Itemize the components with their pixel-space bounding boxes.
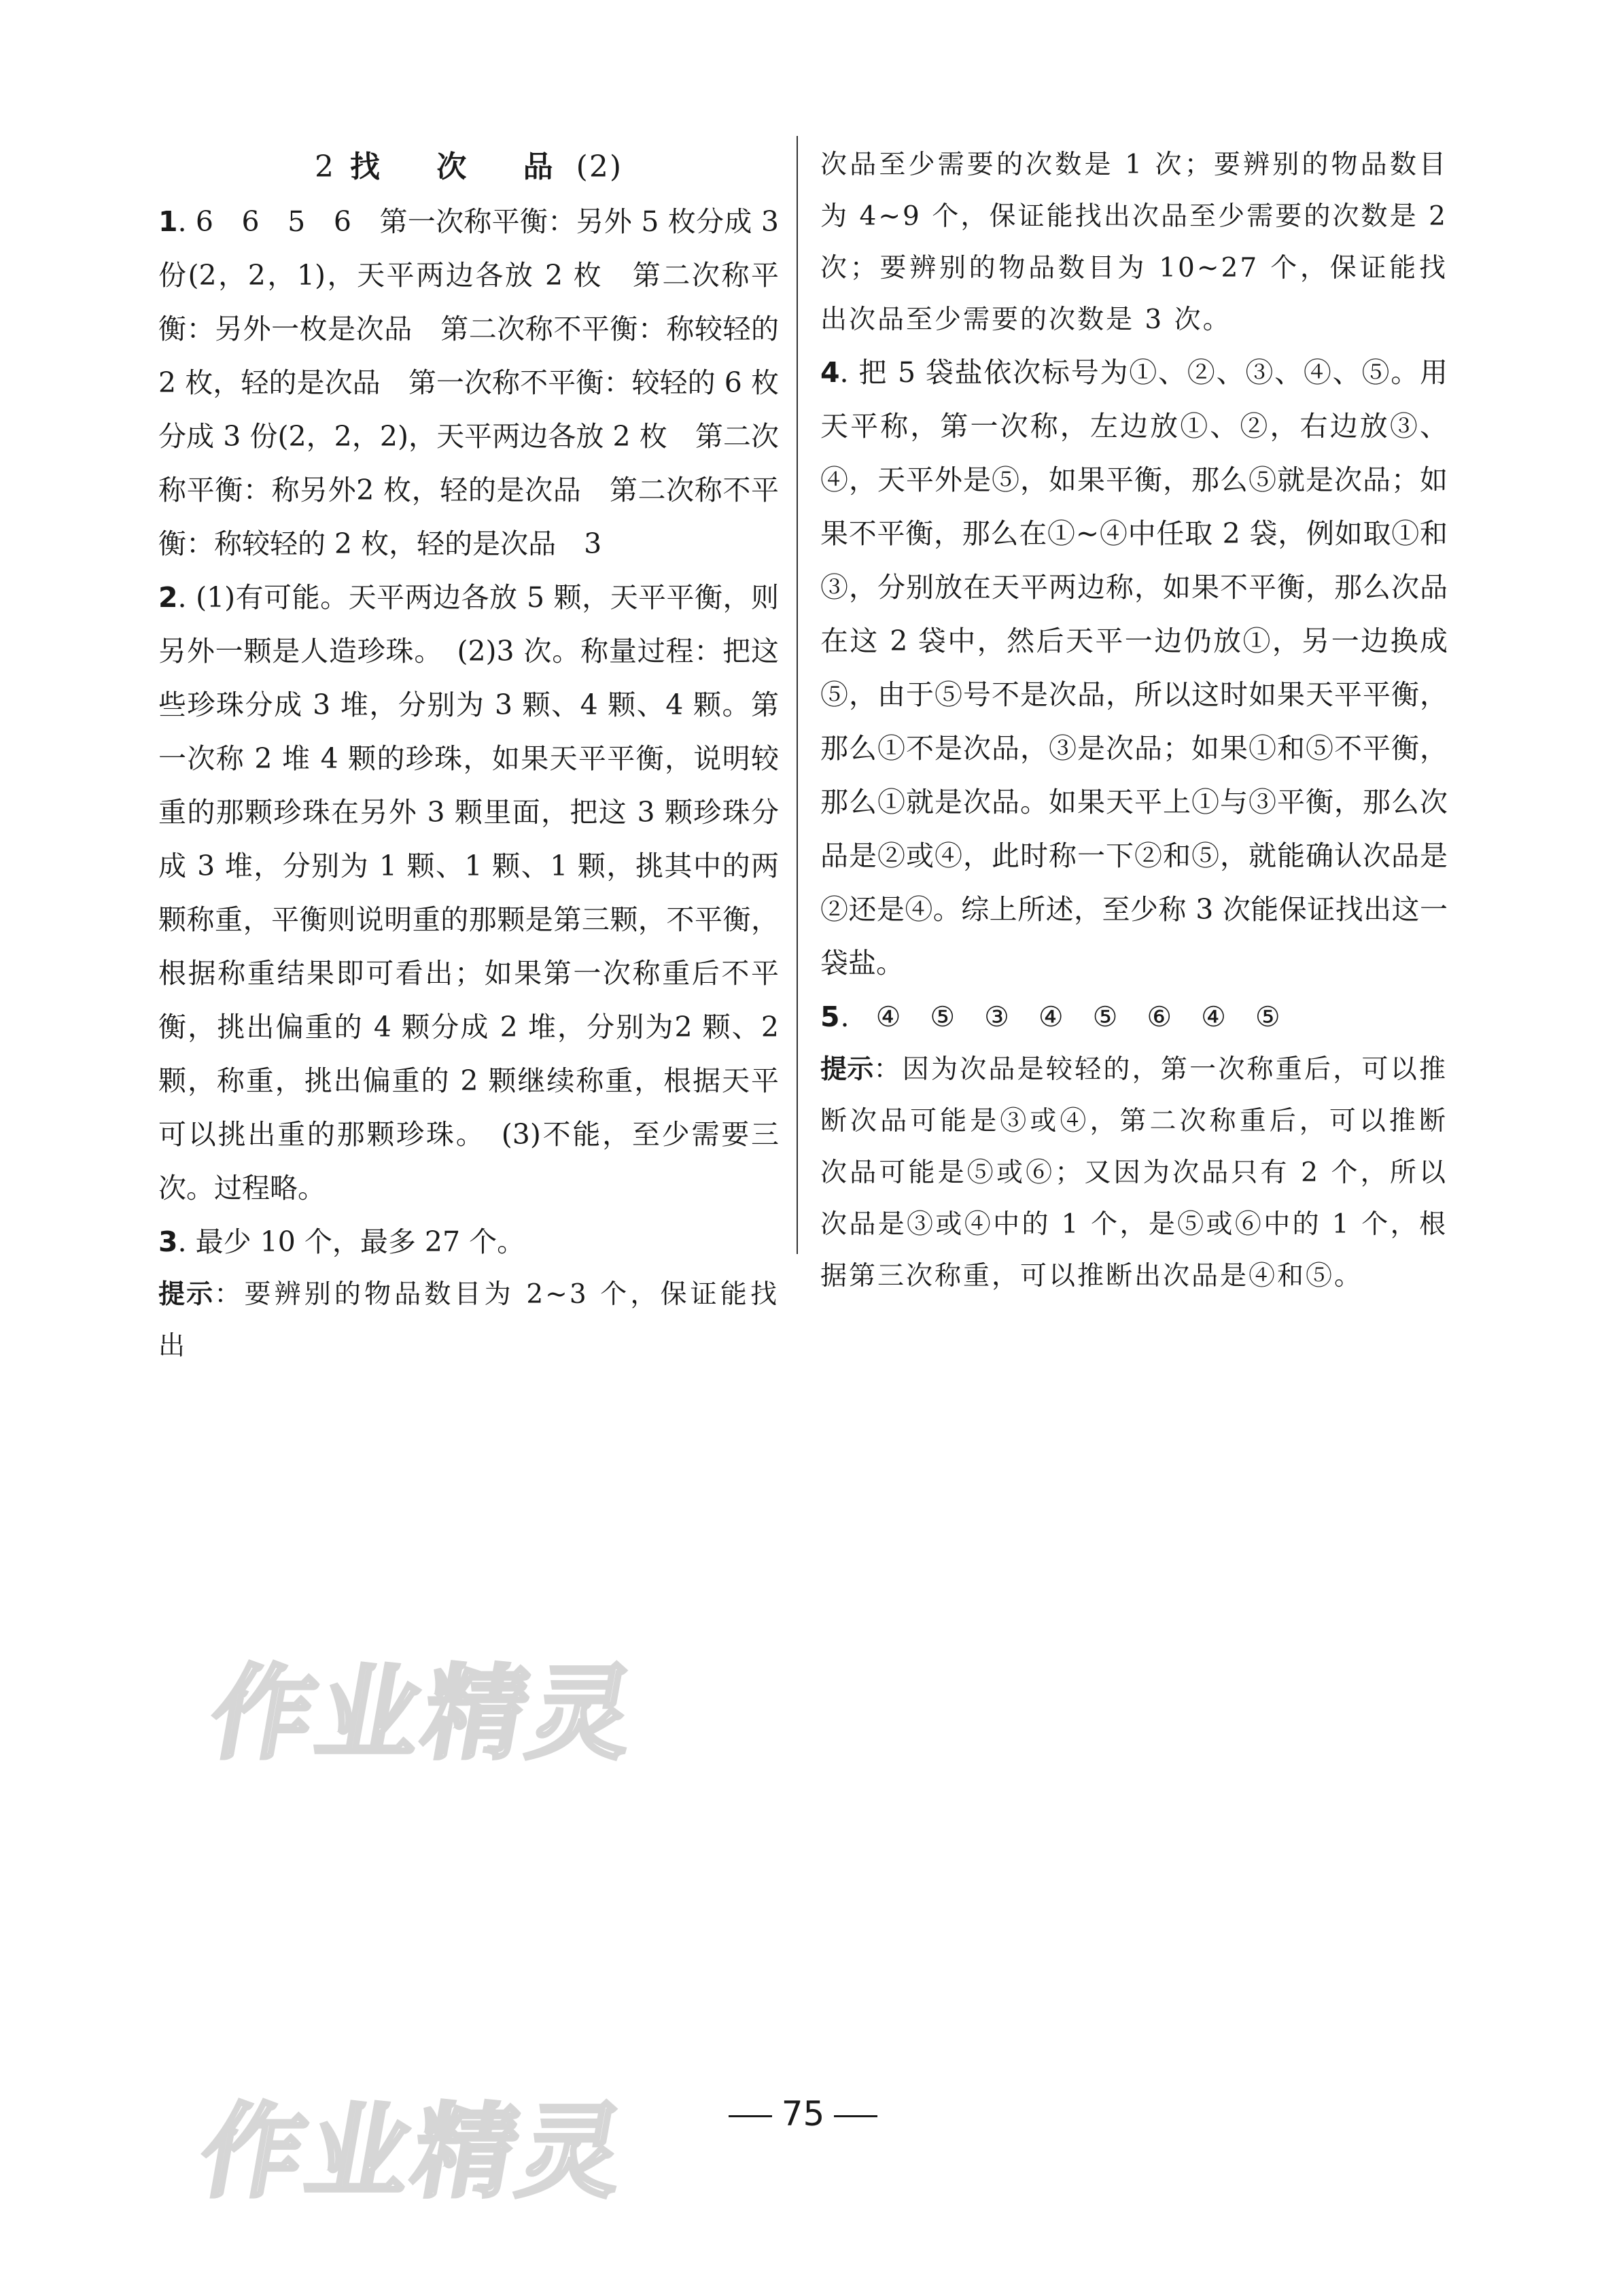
answer-3: [158, 1215, 779, 1269]
right-column: [820, 139, 1448, 1302]
answer-4: [820, 346, 1448, 990]
answer-1: [158, 195, 779, 571]
hint-3-continued: 次品至少需要的次数是 1 次；要辨别的物品数目为 4~9 个，保证能找出次品至少需要的次数是 2 次；要辨别的物品数目为 10~27 个，保证能找出次品至少需要的次数是 3 次。: [820, 150, 1448, 335]
section-title: [158, 139, 779, 195]
answer-3-number: 3: [158, 1225, 178, 1258]
answer-1-text: . 6 6 5 6 第一次称平衡：另外 5 枚分成 3 份(2，2，1)，天平两边各放 2 枚 第二次称平衡：另外一枚是次品 第二次称不平衡：称较轻的 2 枚，轻的是次品 第一次称不平衡：较轻的 6 枚分成 3 份(2，2，2)，天平两边各放 2 枚 第二次称平衡：称另外2 枚，轻的是次品 第二次称不平衡：称较轻的 2 枚，轻的是次品 3: [158, 205, 779, 560]
answer-1-number: 1: [158, 205, 178, 238]
section-title-text: 找 次 品: [350, 150, 576, 184]
page-footer: [0, 2090, 1606, 2138]
hint-3: [158, 1269, 779, 1372]
answer-5: [820, 990, 1448, 1044]
answer-4-text: . 把 5 袋盐依次标号为①、②、③、④、⑤。用天平称，第一次称，左边放①、②，右边放③、④，天平外是⑤，如果平衡，那么⑤就是次品；如果不平衡，那么在①~④中任取 2 袋，例如取①和③，分别放在天平两边称，如果不平衡，那么次品在这 2 袋中，然后天平一边仍放①，另一边换成⑤，由于⑤号不是次品，所以这时如果天平平衡，那么①不是次品，③是次品；如果①和⑤不平衡，那么①就是次品。如果天平上①与③平衡，那么次品是②或④，此时称一下②和⑤，就能确认次品是②还是④。综上所述，至少称 3 次能保证找出这一袋盐。: [820, 356, 1448, 979]
page-number: 75: [781, 2094, 825, 2134]
section-number: 2: [315, 150, 336, 184]
answer-4-number: 4: [820, 356, 840, 389]
watermark-upper: 作业精灵: [202, 1655, 647, 1773]
footer-dash-right: [834, 2115, 877, 2117]
watermark-lower: 作业精灵: [192, 2093, 637, 2212]
hint-5-text: ：因为次品是较轻的，第一次称重后，可以推断次品可能是③或④，第二次称重后，可以推断次品可能是⑤或⑥；又因为次品只有 2 个，所以次品是③或④中的 1 个，是⑤或⑥中的 1 个，根据第三次称重，可以推断出次品是④和⑤。: [820, 1054, 1448, 1291]
section-suffix: (2): [576, 150, 623, 184]
answer-5-text: . ④ ⑤ ③ ④ ⑤ ⑥ ④ ⑤: [840, 1001, 1281, 1033]
footer-dash-left: [729, 2115, 772, 2117]
answer-2: [158, 571, 779, 1215]
hint-3-label: 提示: [158, 1279, 215, 1310]
column-divider: [797, 136, 798, 1254]
hint-5: [820, 1044, 1448, 1302]
hint-3-text: ：要辨别的物品数目为 2~3 个，保证能找出: [158, 1279, 779, 1361]
answer-3-text: . 最少 10 个，最多 27 个。: [177, 1225, 525, 1258]
answer-5-number: 5: [820, 1001, 841, 1033]
answer-2-number: 2: [158, 581, 178, 614]
left-column: [158, 139, 779, 1372]
answer-2-text: . (1)有可能。天平两边各放 5 颗，天平平衡，则另外一颗是人造珍珠。 (2)3 次。称量过程：把这些珍珠分成 3 堆，分别为 3 颗、4 颗、4 颗。第一次称 2 堆 4 颗的珍珠，如果天平平衡，说明较重的那颗珍珠在另外 3 颗里面，把这 3 颗珍珠分成 3 堆，分别为 1 颗、1 颗、1 颗，挑其中的两颗称重，平衡则说明重的那颗是第三颗，不平衡，根据称重结果即可看出；如果第一次称重后不平衡，挑出偏重的 4 颗分成 2 堆，分别为2 颗、2 颗，称重，挑出偏重的 2 颗继续称重，根据天平可以挑出重的那颗珍珠。 (3)不能，至少需要三次。过程略。: [158, 581, 779, 1204]
hint-5-label: 提示: [820, 1054, 874, 1085]
